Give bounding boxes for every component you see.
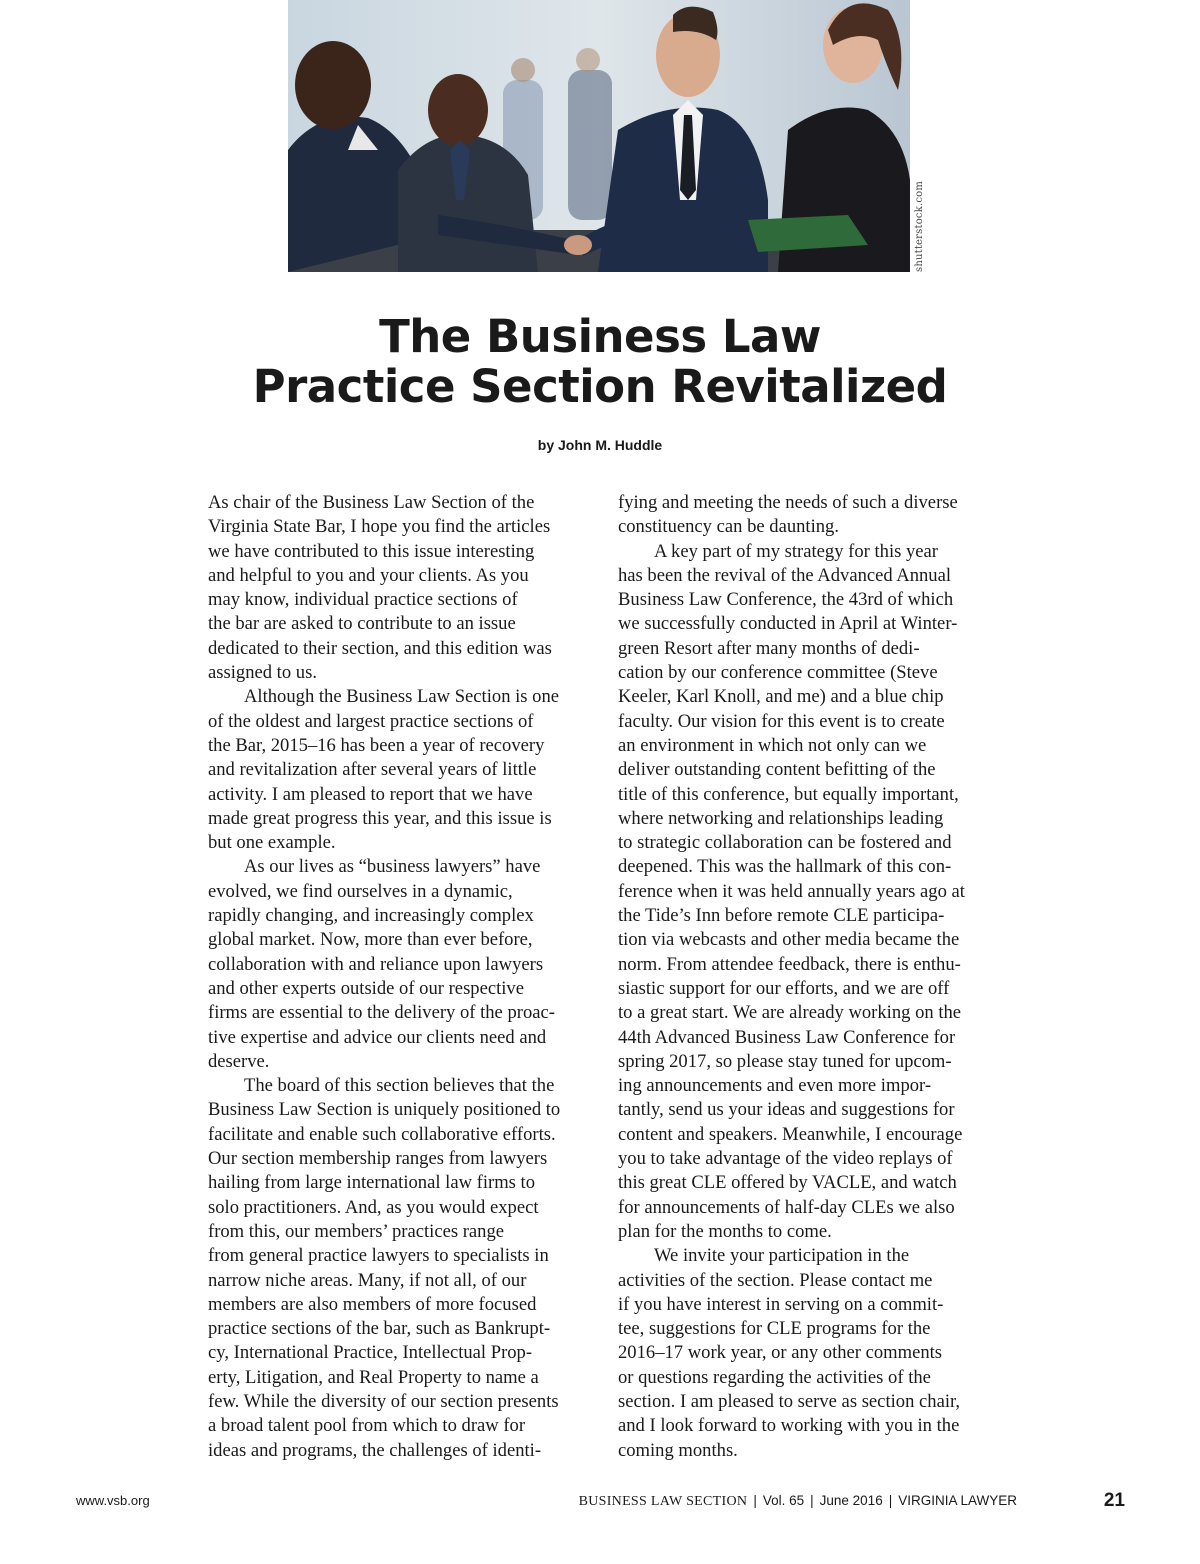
- paragraph: As our lives as “business lawyers” have evolved, we find ourselves in a dynamic, rapidly changing, and increasingly complex global market. Now, more than ever before, collaboration with and reliance upon lawyers and other experts outside of our respective firms are essential to the delivery of the proac- tive expertise and advice our clients need and deserve.: [208, 856, 555, 1072]
- paragraph: The board of this section believes that the Business Law Section is uniquely positioned to facilitate and enable such collaborative efforts. Our section membership ranges from lawyers hailing from large international law firms to solo practitioners. And, as you would expect from this, our members’ practices range from general practice lawyers to specialists in narrow niche areas. Many, if not all, of our members are also members of more focused practice sections of the bar, such as Bankrupt- cy, International Practice, Intellectual Prop- erty, Litigation, and Real Property to name a few. While the diversity of our section presents a broad talent pool from which to draw for ideas and programs, the challenges of identi-: [208, 1075, 561, 1461]
- article-title-line-2: Practice Section Revitalized: [252, 360, 948, 413]
- footer-separator: |: [888, 1493, 893, 1508]
- paragraph: Although the Business Law Section is one of the oldest and largest practice sections of the Bar, 2015–16 has been a year of recovery and revitalization after several years of little activity. I am pleased to report that we have made great progress this year, and this issue is but one example.: [208, 686, 560, 854]
- footer-publication-info: [579, 1493, 1017, 1510]
- left-column: [208, 491, 593, 1463]
- article-title-line-1: The Business Law: [379, 310, 821, 363]
- paragraph: A key part of my strategy for this year has been the revival of the Advanced Annual Business Law Conference, the 43rd of which we successfully conducted in April at Winter- green Resort after many months of dedi- cation by our conference committee (Steve Keeler, Karl Knoll, and me) and a blue chip faculty. Our vision for this event is to create an environment in which not only can we deliver outstanding content befitting of the title of this conference, but equally important, where networking and relationships leading to strategic collaboration can be fostered and deepened. This was the hallmark of this con- ference when it was held annually years ago at the Tide’s Inn before remote CLE participa- tion via webcasts and other media became the norm. From attendee feedback, there is enthu- siastic support for our efforts, and we are off to a great start. We are already working on the 44th Advanced Business Law Conference for spring 2017, so please stay tuned for upcom- ing announcements and even more impor- tantly, send us your ideas and suggestions for content and speakers. Meanwhile, I encourage you to take advantage of the video replays of this great CLE offered by VACLE, and watch for announcements of half-day CLEs we also plan for the months to come.: [618, 540, 965, 1242]
- paragraph: As chair of the Business Law Section of the Virginia State Bar, I hope you find the articles we have contributed to this issue interesting and helpful to you and your clients. As you may know, individual practice sections of the bar are asked to contribute to an issue dedicated to their section, and this edition was assigned to us.: [208, 492, 552, 684]
- paragraph: fying and meeting the needs of such a diverse constituency can be daunting.: [618, 492, 958, 538]
- article-byline: by John M. Huddle: [537, 437, 663, 453]
- footer-section: BUSINESS LAW SECTION: [578, 1494, 748, 1509]
- article-title: [200, 312, 1000, 412]
- footer-publication: VIRGINIA LAWYER: [898, 1493, 1017, 1508]
- handshake-photo-illustration: [288, 0, 910, 272]
- photo-credit: shutterstock.com: [914, 180, 925, 272]
- footer-volume: Vol. 65: [762, 1493, 805, 1508]
- footer-separator: |: [810, 1493, 814, 1508]
- footer-separator: |: [753, 1493, 757, 1508]
- right-column: [618, 491, 1003, 1463]
- header-photo: [288, 0, 910, 272]
- paragraph: We invite your participation in the activities of the section. Please contact me if you have interest in serving on a commit- tee, suggestions for CLE programs for the 2016–17 work year, or any other comments or questions regarding the activities of the section. I am pleased to serve as section chair, and I look forward to working with you in the coming months.: [618, 1245, 961, 1461]
- footer-website-link[interactable]: www.vsb.org: [76, 1493, 150, 1508]
- footer-date: June 2016: [819, 1493, 883, 1508]
- page-number: 21: [1103, 1490, 1125, 1511]
